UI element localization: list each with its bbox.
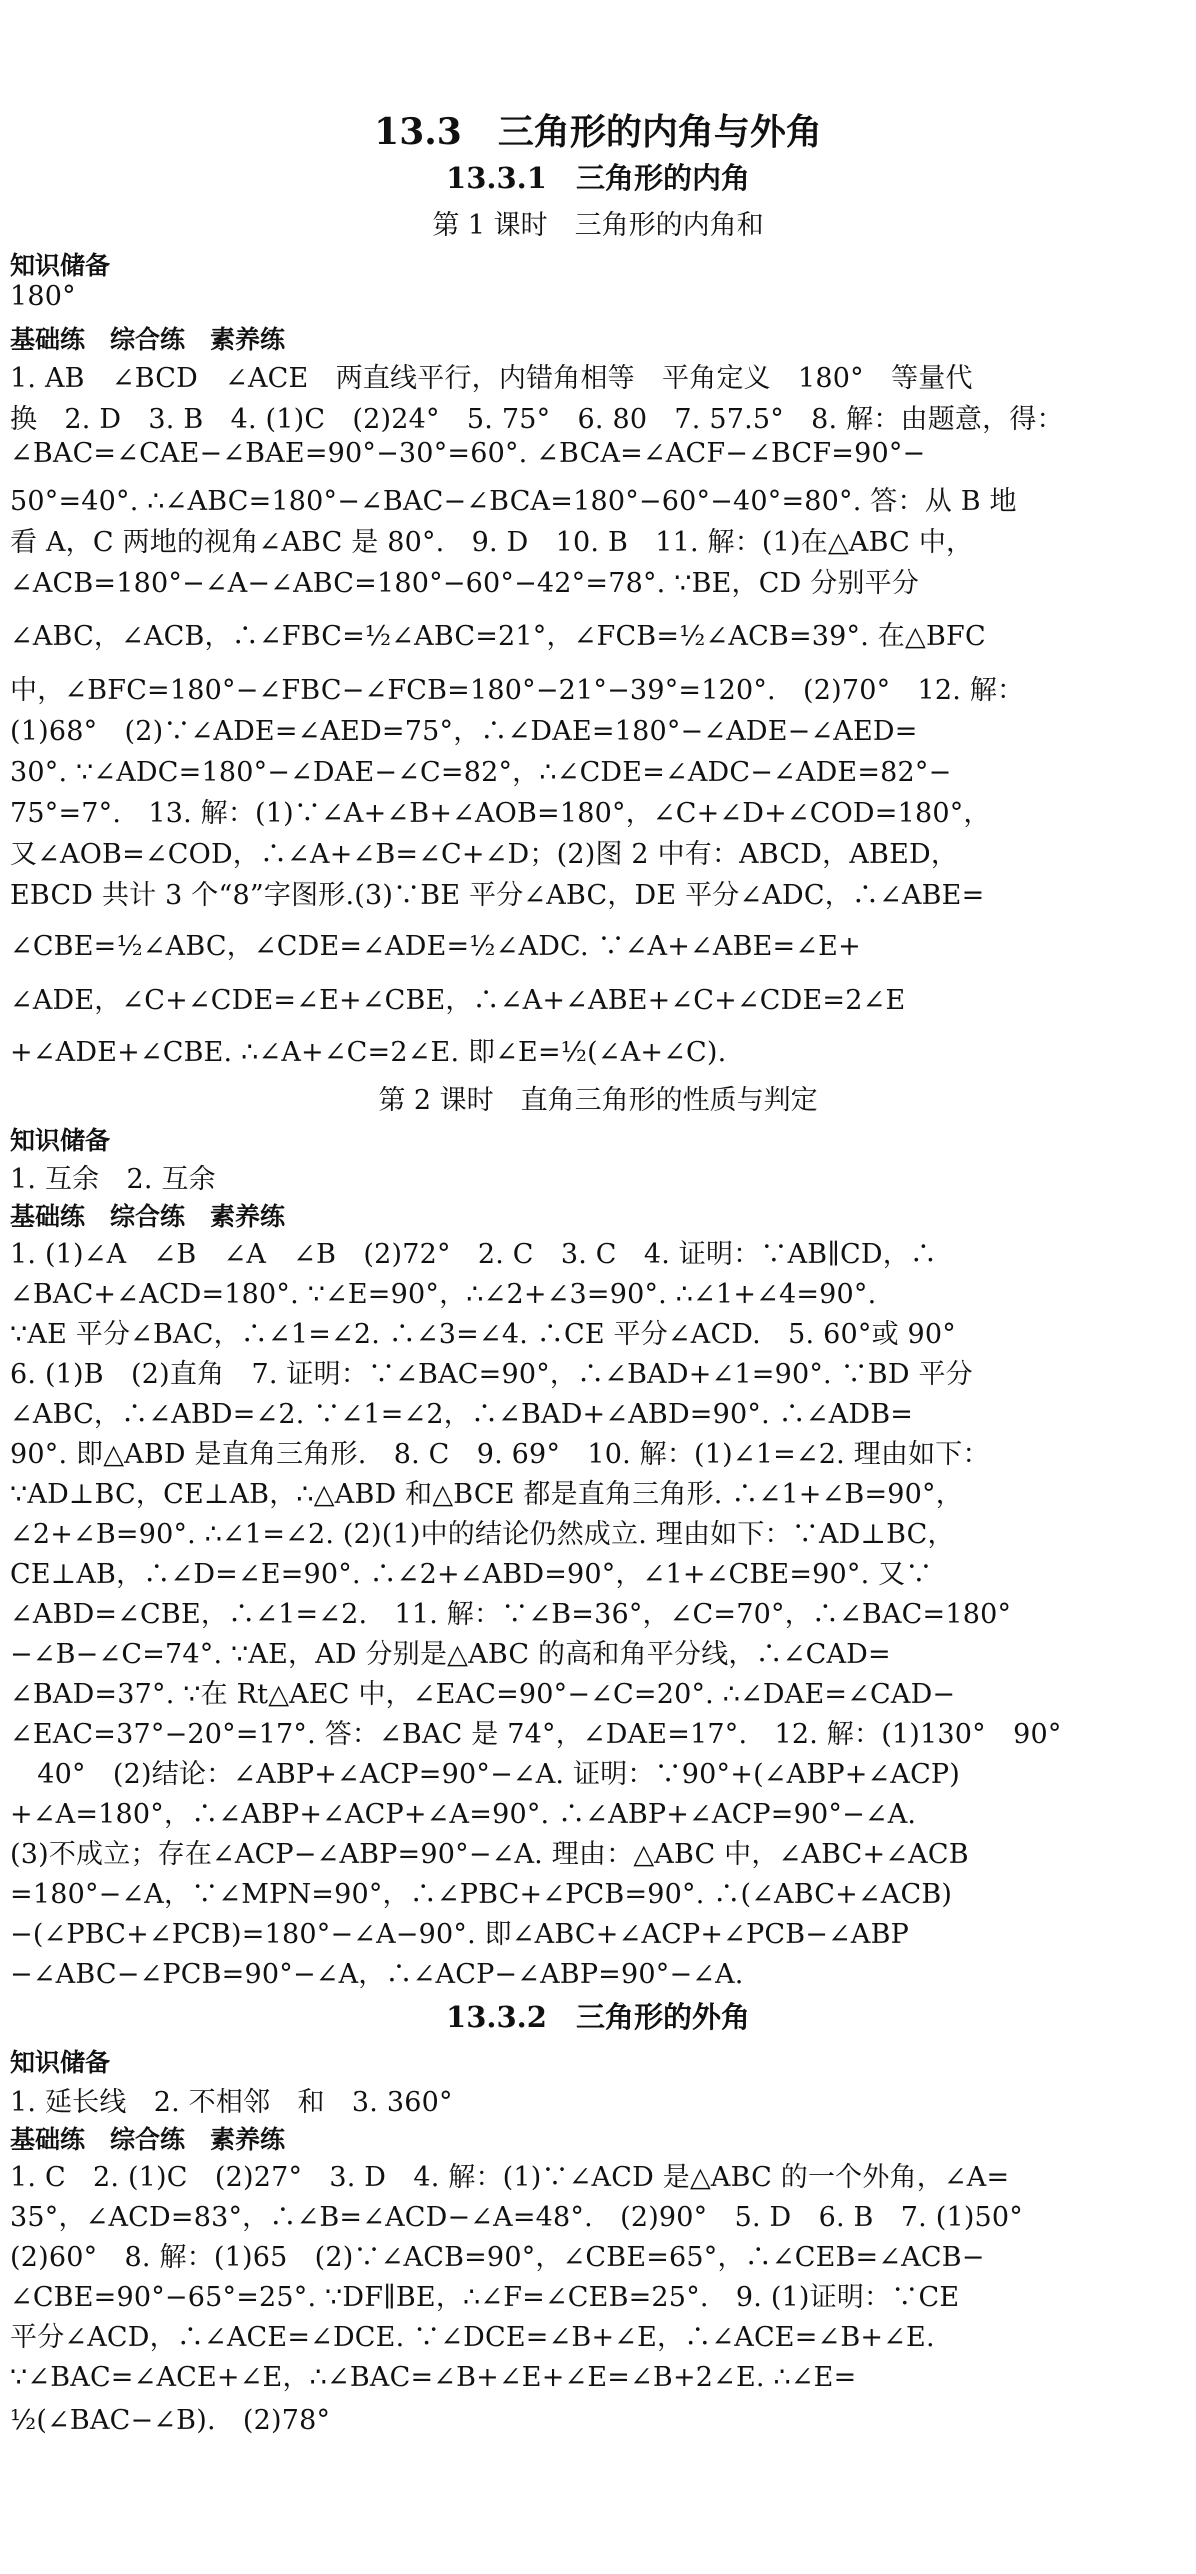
answer-line: ∠ADE，∠C+∠CDE=∠E+∠CBE，∴∠A+∠ABE+∠C+∠CDE=2∠E <box>10 985 906 1016</box>
answer-line: (2)60° 8. 解：(1)65 (2)∵∠ACB=90°，∠CBE=65°，∴∠CEB=∠ACB− <box>10 2242 985 2273</box>
answer-line: ½(∠BAC−∠B). (2)78° <box>10 2405 331 2436</box>
knowledge-line: 1. 互余 2. 互余 <box>10 1164 216 1195</box>
lesson-title-2: 第 2 课时 直角三角形的性质与判定 <box>378 1085 818 1116</box>
lesson-title-1: 第 1 课时 三角形的内角和 <box>432 210 764 241</box>
answer-line: EBCD 共计 3 个“8”字图形.(3)∵BE 平分∠ABC，DE 平分∠ADC，∴∠ABE= <box>10 880 985 911</box>
answer-line: 50°=40°. ∴∠ABC=180°−∠BAC−∠BCA=180°−60°−40°=80°. 答：从 B 地 <box>10 486 1017 517</box>
knowledge-heading-2: 知识储备 <box>10 1126 111 1155</box>
subsection-title-inner-angles: 13.3.1 三角形的内角 <box>446 161 750 195</box>
answer-line: 75°=7°. 13. 解：(1)∵∠A+∠B+∠AOB=180°，∠C+∠D+∠COD=180°， <box>10 798 991 829</box>
knowledge-line: 180° <box>10 281 76 312</box>
answer-line: ∠ABC，∠ACB，∴∠FBC=½∠ABC=21°，∠FCB=½∠ACB=39°. 在△BFC <box>10 621 986 652</box>
subsection-title-exterior-angles: 13.3.2 三角形的外角 <box>446 2000 750 2034</box>
answer-line: 1. AB ∠BCD ∠ACE 两直线平行，内错角相等 平角定义 180° 等量代 <box>10 363 973 394</box>
answer-line: 中，∠BFC=180°−∠FBC−∠FCB=180°−21°−39°=120°. (2)70° 12. 解： <box>10 675 1025 706</box>
answer-line: ∵∠BAC=∠ACE+∠E，∴∠BAC=∠B+∠E+∠E=∠B+2∠E. ∴∠E= <box>10 2362 857 2393</box>
answer-line: +∠ADE+∠CBE. ∴∠A+∠C=2∠E. 即∠E=½(∠A+∠C). <box>10 1037 727 1068</box>
answer-line: (1)68° (2)∵∠ADE=∠AED=75°，∴∠DAE=180°−∠ADE−∠AED= <box>10 716 918 747</box>
answer-line: 换 2. D 3. B 4. (1)C (2)24° 5. 75° 6. 80 7. 57.5° 8. 解：由题意，得： <box>10 404 1064 435</box>
answer-line: −(∠PBC+∠PCB)=180°−∠A−90°. 即∠ABC+∠ACP+∠PCB−∠ABP <box>10 1919 910 1950</box>
knowledge-heading-1: 知识储备 <box>10 251 111 280</box>
answer-line: 1. (1)∠A ∠B ∠A ∠B (2)72° 2. C 3. C 4. 证明：∵AB∥CD，∴ <box>10 1239 938 1270</box>
answer-line: ∠CBE=½∠ABC，∠CDE=∠ADE=½∠ADC. ∵∠A+∠ABE=∠E+ <box>10 931 861 962</box>
answer-line: +∠A=180°，∴∠ABP+∠ACP+∠A=90°. ∴∠ABP+∠ACP=90°−∠A. <box>10 1799 917 1830</box>
knowledge-line: 1. 延长线 2. 不相邻 和 3. 360° <box>10 2087 453 2118</box>
answer-line: ∵AE 平分∠BAC，∴∠1=∠2. ∴∠3=∠4. ∴CE 平分∠ACD. 5. 60°或 90° <box>10 1319 957 1350</box>
answer-line: ∠ABD=∠CBE，∴∠1=∠2. 11. 解：∵∠B=36°，∠C=70°，∴∠BAC=180° <box>10 1599 1012 1630</box>
answer-line: =180°−∠A，∵∠MPN=90°，∴∠PBC+∠PCB=90°. ∴(∠ABC+∠ACB) <box>10 1879 953 1910</box>
answer-line: −∠B−∠C=74°. ∵AE，AD 分别是△ABC 的高和角平分线，∴∠CAD= <box>10 1639 891 1670</box>
practice-heading-1: 基础练 综合练 素养练 <box>10 325 286 354</box>
answer-line: ∠2+∠B=90°. ∴∠1=∠2. (2)(1)中的结论仍然成立. 理由如下：∵AD⊥BC， <box>10 1519 955 1550</box>
answer-line: 平分∠ACD，∴∠ACE=∠DCE. ∵∠DCE=∠B+∠E，∴∠ACE=∠B+∠E. <box>10 2322 935 2353</box>
answer-line: 1. C 2. (1)C (2)27° 3. D 4. 解：(1)∵∠ACD 是△ABC 的一个外角，∠A= <box>10 2162 1010 2193</box>
answer-line: ∠BAC+∠ACD=180°. ∵∠E=90°，∴∠2+∠3=90°. ∴∠1+∠4=90°. <box>10 1279 877 1310</box>
knowledge-heading-3: 知识储备 <box>10 2048 111 2077</box>
answer-line: ∠BAC=∠CAE−∠BAE=90°−30°=60°. ∠BCA=∠ACF−∠BCF=90°− <box>10 438 926 469</box>
answer-line: ∠ACB=180°−∠A−∠ABC=180°−60°−42°=78°. ∵BE，CD 分别平分 <box>10 568 920 599</box>
answer-line: ∠EAC=37°−20°=17°. 答：∠BAC 是 74°，∠DAE=17°. 12. 解：(1)130° 90° <box>10 1719 1062 1750</box>
answer-line: ∠ABC，∴∠ABD=∠2. ∵∠1=∠2，∴∠BAD+∠ABD=90°. ∴∠ADB= <box>10 1399 914 1430</box>
practice-heading-2: 基础练 综合练 素养练 <box>10 1202 286 1231</box>
answer-line: 看 A，C 两地的视角∠ABC 是 80°. 9. D 10. B 11. 解：(1)在△ABC 中， <box>10 527 974 558</box>
answer-line: ∠CBE=90°−65°=25°. ∵DF∥BE，∴∠F=∠CEB=25°. 9. (1)证明：∵CE <box>10 2282 960 2313</box>
answer-line: 40° (2)结论：∠ABP+∠ACP=90°−∠A. 证明：∵90°+(∠ABP+∠ACP) <box>10 1759 961 1790</box>
answer-line: 30°. ∵∠ADC=180°−∠DAE−∠C=82°，∴∠CDE=∠ADC−∠ADE=82°− <box>10 757 952 788</box>
section-title: 13.3 三角形的内角与外角 <box>374 111 822 153</box>
answer-line: −∠ABC−∠PCB=90°−∠A，∴∠ACP−∠ABP=90°−∠A. <box>10 1959 744 1990</box>
answer-line: ∠BAD=37°. ∵在 Rt△AEC 中，∠EAC=90°−∠C=20°. ∴∠DAE=∠CAD− <box>10 1679 956 1710</box>
answer-line: ∵AD⊥BC，CE⊥AB，∴△ABD 和△BCE 都是直角三角形. ∴∠1+∠B=90°， <box>10 1479 963 1510</box>
answer-line: 35°，∠ACD=83°，∴∠B=∠ACD−∠A=48°. (2)90° 5. D 6. B 7. (1)50° <box>10 2202 1024 2233</box>
practice-heading-3: 基础练 综合练 素养练 <box>10 2125 286 2154</box>
answer-line: CE⊥AB，∴∠D=∠E=90°. ∴∠2+∠ABD=90°，∠1+∠CBE=90°. 又∵ <box>10 1559 933 1590</box>
answer-line: 又∠AOB=∠COD，∴∠A+∠B=∠C+∠D；(2)图 2 中有：ABCD，ABED， <box>10 839 959 870</box>
answer-line: (3)不成立；存在∠ACP−∠ABP=90°−∠A. 理由：△ABC 中，∠ABC+∠ACB <box>10 1839 969 1870</box>
answer-line: 6. (1)B (2)直角 7. 证明：∵∠BAC=90°，∴∠BAD+∠1=90°. ∵BD 平分 <box>10 1359 973 1390</box>
answer-line: 90°. 即△ABD 是直角三角形. 8. C 9. 69° 10. 解：(1)∠1=∠2. 理由如下： <box>10 1439 990 1470</box>
